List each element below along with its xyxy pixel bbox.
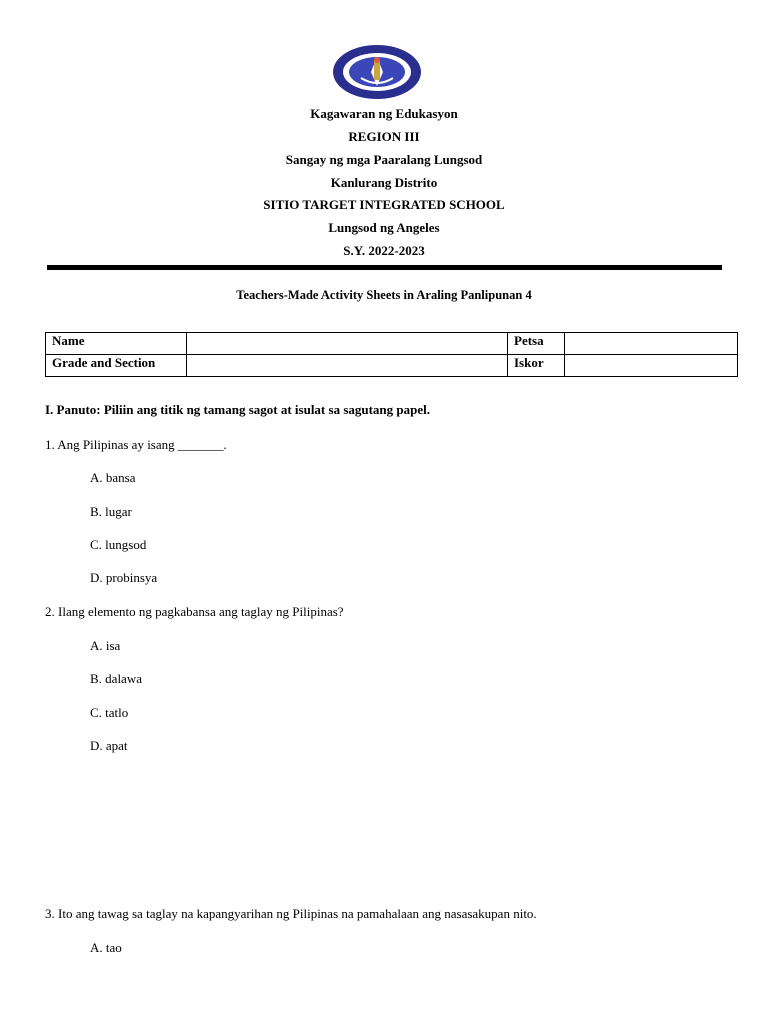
question-2-option-c: C. tatlo	[90, 705, 129, 720]
table-row	[46, 333, 738, 355]
header-line-district: Kanlurang Distrito	[330, 175, 438, 190]
grade-section-field[interactable]	[187, 355, 508, 377]
question-2-option-a: A. isa	[90, 638, 121, 653]
question-1-option-c: C. lungsod	[90, 537, 147, 552]
question-3-option-a: A. tao	[90, 940, 122, 955]
header-line-city: Lungsod ng Angeles	[328, 220, 440, 235]
iskor-label: Iskor	[508, 355, 565, 377]
header-divider	[47, 265, 722, 270]
name-label: Name	[46, 333, 187, 355]
instructions: I. Panuto: Piliin ang titik ng tamang sagot at isulat sa sagutang papel.	[45, 402, 431, 417]
question-1: 1. Ang Pilipinas ay isang _______.	[45, 437, 227, 452]
iskor-field[interactable]	[565, 355, 738, 377]
header-line-division: Sangay ng mga Paaralang Lungsod	[285, 152, 483, 167]
question-2-option-d: D. apat	[90, 738, 128, 753]
question-1-option-b: B. lugar	[90, 504, 132, 519]
header-line-agency: Kagawaran ng Edukasyon	[310, 106, 458, 121]
student-info-table	[45, 332, 738, 377]
question-1-option-d: D. probinsya	[90, 570, 158, 585]
table-row	[46, 355, 738, 377]
name-field[interactable]	[187, 333, 508, 355]
document-title: Teachers-Made Activity Sheets in Araling Panlipunan 4	[236, 288, 532, 302]
grade-section-label: Grade and Section	[46, 355, 187, 377]
header-line-school: SITIO TARGET INTEGRATED SCHOOL	[263, 197, 505, 212]
question-3: 3. Ito ang tawag sa taglay na kapangyarihan ng Pilipinas na pamahalaan ang nasasakupan nito.	[45, 906, 537, 921]
question-1-option-a: A. bansa	[90, 470, 136, 485]
petsa-label: Petsa	[508, 333, 565, 355]
question-2: 2. Ilang elemento ng pagkabansa ang taglay ng Pilipinas?	[45, 604, 344, 619]
header-line-region: REGION III	[348, 129, 420, 144]
header-line-school-year: S.Y. 2022-2023	[343, 243, 425, 258]
petsa-field[interactable]	[565, 333, 738, 355]
deped-seal-logo	[331, 44, 423, 100]
question-2-option-b: B. dalawa	[90, 671, 142, 686]
